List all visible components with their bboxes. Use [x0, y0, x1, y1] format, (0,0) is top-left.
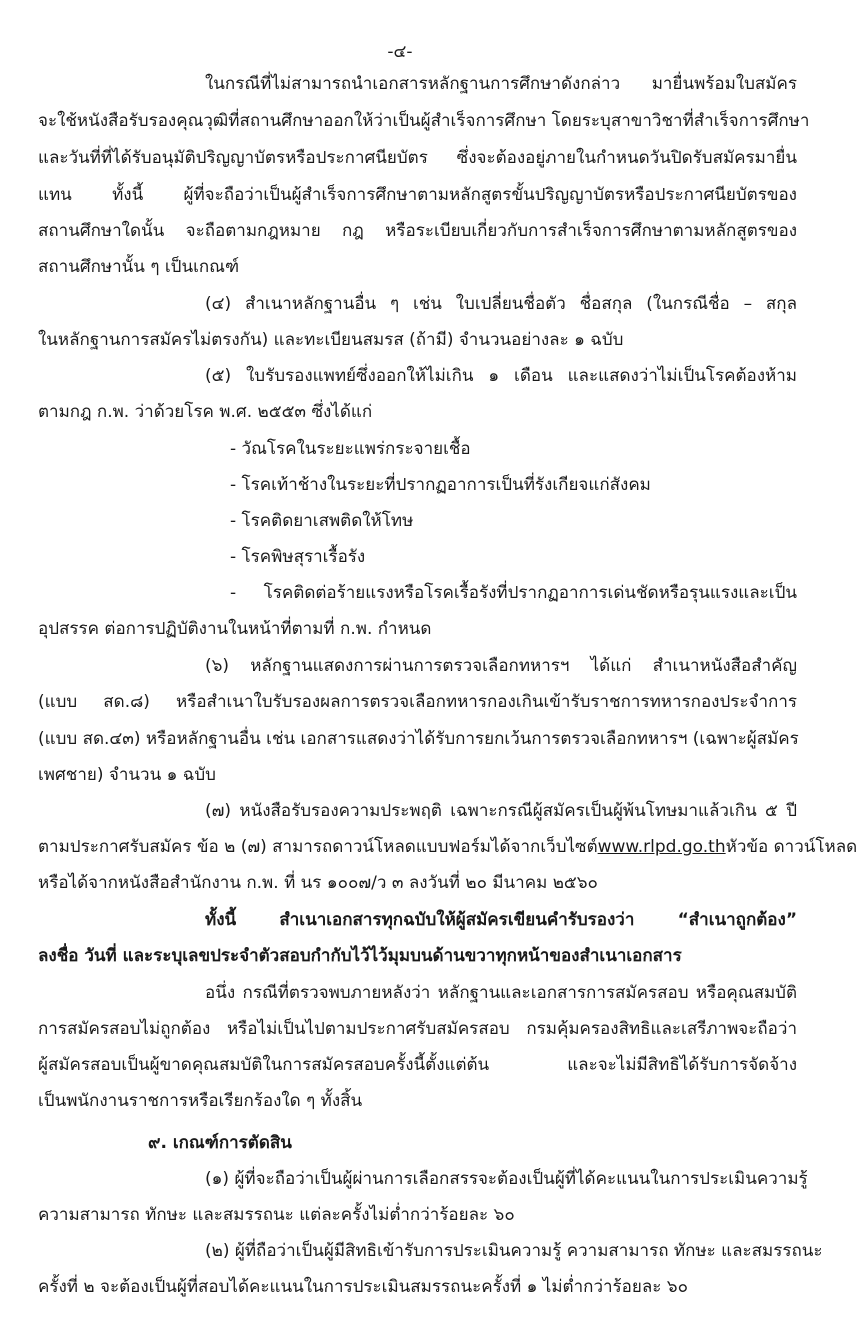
text-line: เป็นพนักงานราชการหรือเรียกร้องใด ๆ ทั้งสิ้น: [38, 1091, 363, 1111]
text-line: ลงชื่อ วันที่ และระบุเลขประจำตัวสอบกำกับไว้ไว้มุมบนด้านขวาทุกหน้าของสำเนาเอกสาร: [38, 946, 682, 966]
text-line: (๔) สำเนาหลักฐานอื่น ๆ เช่น ใบเปลี่ยนชื่อตัว ชื่อสกุล (ในกรณีชื่อ – สกุล: [205, 294, 797, 314]
text-line: (แบบ สด.๔๓) หรือหลักฐานอื่น เช่น เอกสารแสดงว่าได้รับการยกเว้นการตรวจเลือกทหารฯ (เฉพาะผู้สมัคร: [38, 729, 799, 749]
text-line: ในหลักฐานการสมัครไม่ตรงกัน) และทะเบียนสมรส (ถ้ามี) จำนวนอย่างละ ๑ ฉบับ: [38, 330, 624, 350]
text-line: อุปสรรค ต่อการปฏิบัติงานในหน้าที่ตามที่ ก.พ. กำหนด: [38, 619, 432, 639]
text-line: ในกรณีที่ไม่สามารถนำเอกสารหลักฐานการศึกษาดังกล่าว มายื่นพร้อมใบสมัคร: [205, 74, 797, 94]
text-line: สถานศึกษานั้น ๆ เป็นเกณฑ์: [38, 257, 240, 277]
list-item: - โรคติดยาเสพติดให้โทษ: [230, 511, 414, 531]
text-line: สถานศึกษาใดนั้น จะถือตามกฎหมาย กฎ หรือระเบียบเกี่ยวกับการสำเร็จการศึกษาตามหลักสูตรของ: [38, 221, 797, 241]
text-line: [38, 834, 857, 860]
section-heading: ๙. เกณฑ์การตัดสิน: [148, 1133, 292, 1153]
text-line: (๖) หลักฐานแสดงการผ่านการตรวจเลือกทหารฯ ได้แก่ สำเนาหนังสือสำคัญ: [205, 656, 797, 676]
text-line: (๒) ผู้ที่ถือว่าเป็นผู้มีสิทธิเข้ารับการประเมินความรู้ ความสามารถ ทักษะ และสมรรถนะ: [205, 1241, 823, 1261]
text-line: เพศชาย) จำนวน ๑ ฉบับ: [38, 765, 216, 785]
text-line: (แบบ สด.๘) หรือสำเนาใบรับรองผลการตรวจเลือกทหารกองเกินเข้ารับราชการทหารกองประจำการ: [38, 692, 797, 712]
text-line: (๑) ผู้ที่จะถือว่าเป็นผู้ผ่านการเลือกสรรจะต้องเป็นผู้ที่ได้คะแนนในการประเมินความรู้: [205, 1169, 808, 1189]
text-segment: ตามประกาศรับสมัคร ข้อ ๒ (๗) สามารถดาวน์โหลดแบบฟอร์มได้จากเว็บไซต์: [38, 837, 598, 857]
text-line: จะใช้หนังสือรับรองคุณวุฒิที่สถานศึกษาออกให้ว่าเป็นผู้สำเร็จการศึกษา โดยระบุสาขาวิชาที่สำเร็จการศึกษา: [38, 111, 810, 131]
text-line: ทั้งนี้ สำเนาเอกสารทุกฉบับให้ผู้สมัครเขียนคำรับรองว่า “สำเนาถูกต้อง”: [205, 910, 797, 930]
list-item: - โรคเท้าช้างในระยะที่ปรากฏอาการเป็นที่รังเกียจแก่สังคม: [230, 475, 651, 495]
page-number: -๔-: [387, 42, 413, 62]
text-segment: หัวข้อ ดาวน์โหลด: [725, 837, 857, 857]
text-line: อนึ่ง กรณีที่ตรวจพบภายหลังว่า หลักฐานและเอกสารการสมัครสอบ หรือคุณสมบัติ: [205, 983, 797, 1003]
text-line: หรือได้จากหนังสือสำนักงาน ก.พ. ที่ นร ๑๐๐๗/ว ๓ ลงวันที่ ๒๐ มีนาคม ๒๕๖๐: [38, 873, 598, 893]
text-line: (๗) หนังสือรับรองความประพฤติ เฉพาะกรณีผู้สมัครเป็นผู้พ้นโทษมาแล้วเกิน ๕ ปี: [205, 801, 797, 821]
text-line: และวันที่ที่ได้รับอนุมัติปริญญาบัตรหรือประกาศนียบัตร ซึ่งจะต้องอยู่ภายในกำหนดวันปิดรับสมัครมายื่น: [38, 148, 797, 168]
list-item: - โรคติดต่อร้ายแรงหรือโรคเรื้อรังที่ปรากฏอาการเด่นชัดหรือรุนแรงและเป็น: [230, 583, 797, 603]
text-line: การสมัครสอบไม่ถูกต้อง หรือไม่เป็นไปตามประกาศรับสมัครสอบ กรมคุ้มครองสิทธิและเสรีภาพจะถือว่า: [38, 1019, 797, 1039]
website-link[interactable]: www.rlpd.go.th: [597, 837, 726, 857]
text-line: ผู้สมัครสอบเป็นผู้ขาดคุณสมบัติในการสมัครสอบครั้งนี้ตั้งแต่ต้น และจะไม่มีสิทธิได้รับการจัดจ้าง: [38, 1055, 797, 1075]
text-line: ความสามารถ ทักษะ และสมรรถนะ แต่ละครั้งไม่ต่ำกว่าร้อยละ ๖๐: [38, 1205, 515, 1225]
list-item: - วัณโรคในระยะแพร่กระจายเชื้อ: [230, 439, 471, 459]
text-line: ตามกฎ ก.พ. ว่าด้วยโรค พ.ศ. ๒๕๕๓ ซึ่งได้แก่: [38, 402, 373, 422]
list-item: - โรคพิษสุราเรื้อรัง: [230, 547, 366, 567]
text-line: แทน ทั้งนี้ ผู้ที่จะถือว่าเป็นผู้สำเร็จการศึกษาตามหลักสูตรขั้นปริญญาบัตรหรือประกาศนียบัตรของ: [38, 185, 797, 205]
text-line: (๕) ใบรับรองแพทย์ซึ่งออกให้ไม่เกิน ๑ เดือน และแสดงว่าไม่เป็นโรคต้องห้าม: [205, 366, 797, 386]
text-line: ครั้งที่ ๒ จะต้องเป็นผู้ที่สอบได้คะแนนในการประเมินสมรรถนะครั้งที่ ๑ ไม่ต่ำกว่าร้อยละ ๖๐: [38, 1277, 688, 1297]
